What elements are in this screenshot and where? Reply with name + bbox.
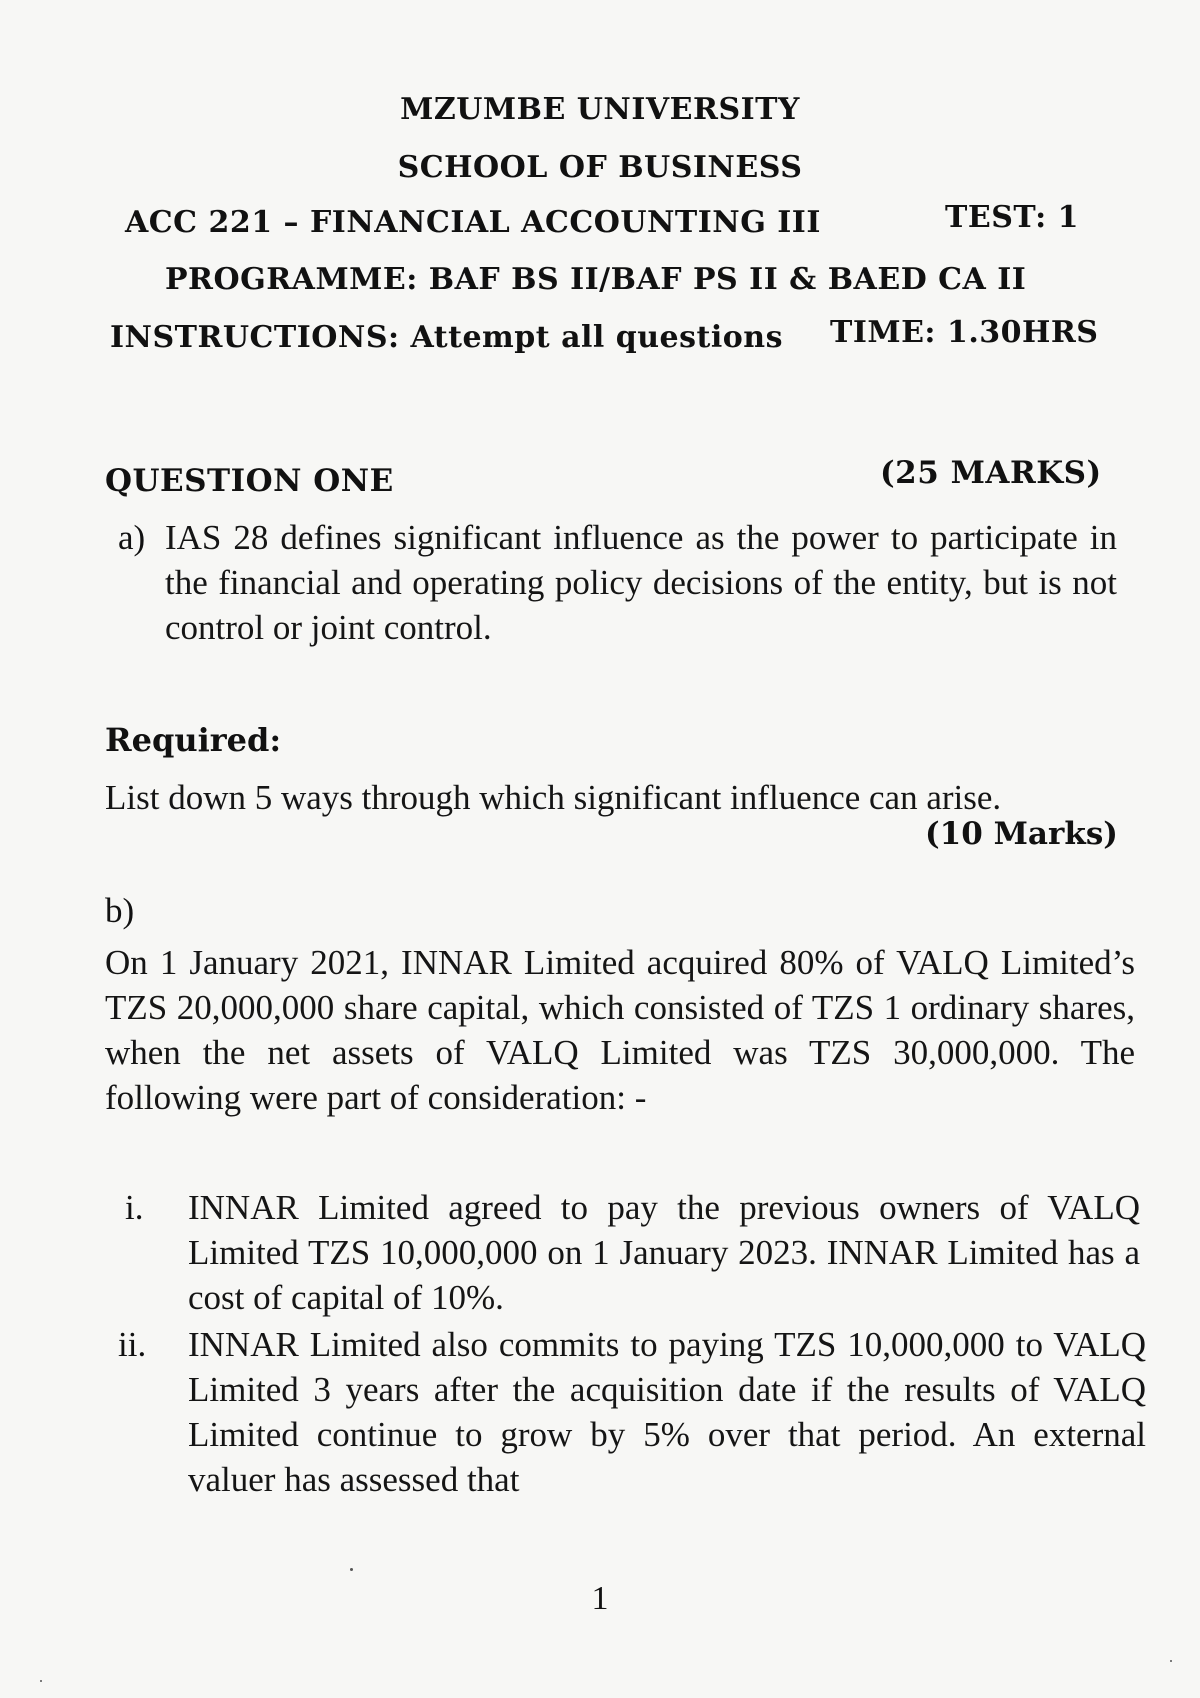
part-b-intro: On 1 January 2021, INNAR Limited acquired 80% of VALQ Limited’s TZS 20,000,000 share capital, which consisted of TZS 1 ordinary shares, when the net assets of VALQ Limited was TZS 30,000,000. The following were part of consideration: - — [105, 943, 1135, 1117]
university-name: MZUMBE UNIVERSITY — [400, 92, 800, 127]
required-marks: (10 Marks) — [925, 816, 1118, 852]
instructions-line: INSTRUCTIONS: Attempt all questions — [110, 320, 783, 355]
part-b-label: b) — [105, 891, 135, 930]
programme-line: PROGRAMME: BAF BS II/BAF PS II & BAED CA II — [165, 262, 1027, 297]
school-name: SCHOOL OF BUSINESS — [397, 150, 803, 185]
list-item-numeral: ii. — [118, 1325, 147, 1364]
part-a-label: a) — [118, 518, 146, 557]
page-number: 1 — [591, 1580, 609, 1617]
list-item: INNAR Limited agreed to pay the previous owners of VALQ Limited TZS 10,000,000 on 1 January 2023. INNAR Limited has a cost of capital of 10%. — [188, 1188, 1140, 1317]
scan-speck — [1170, 1660, 1172, 1662]
part-a-text: IAS 28 defines significant influence as the power to participate in the financial and operating policy decisions of the entity, but is not control or joint control. — [165, 518, 1117, 647]
course-title: ACC 221 – FINANCIAL ACCOUNTING III — [125, 205, 821, 240]
list-item-numeral: i. — [125, 1188, 144, 1227]
time-allowed: TIME: 1.30HRS — [830, 315, 1099, 350]
question-one-marks: (25 MARKS) — [880, 455, 1102, 491]
question-one-title: QUESTION ONE — [105, 463, 394, 499]
scan-speck — [350, 1568, 353, 1571]
scan-speck — [40, 1680, 42, 1682]
list-item: INNAR Limited also commits to paying TZS 10,000,000 to VALQ Limited 3 years after the acquisition date if the results of VALQ Limited continue to grow by 5% over that period. An external valuer has assessed that — [188, 1325, 1146, 1499]
required-label: Required: — [105, 721, 282, 759]
test-number: TEST: 1 — [945, 200, 1080, 235]
required-text: List down 5 ways through which significant influence can arise. — [105, 778, 1002, 817]
